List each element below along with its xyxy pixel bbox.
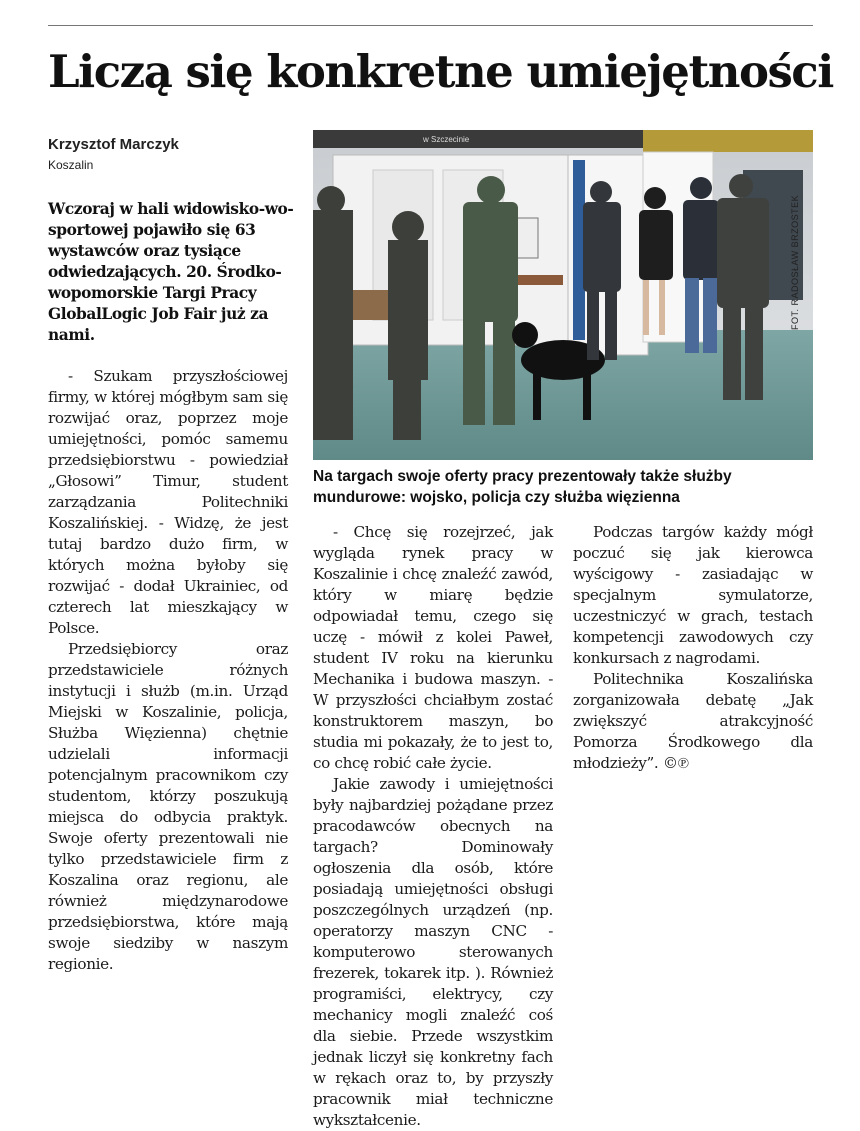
photo-caption: Na targach swoje oferty pracy prezentowały także służby mundurowe: wojsko, policja czy służba więzienna bbox=[313, 468, 732, 506]
lead-paragraph: Wczoraj w hali widowisko-wo-sportowej pojawiło się 63 wystawców oraz tysiące odwiedzających. 20. Środko-wopomorskie Targi Pracy GlobalLogic Job Fair już za nami. bbox=[48, 200, 294, 344]
text-column-2 bbox=[313, 522, 553, 1131]
photo-credit: FOT. RADOSŁAW BRZOSTEK bbox=[790, 194, 800, 330]
headline: Liczą się konkretne umiejętności bbox=[48, 45, 833, 98]
body-paragraph: - Chcę się rozejrzeć, jak wygląda rynek pracy w Koszalinie i chcę znaleźć zawód, który w miarę będzie odpowiadał temu, czego się uczę - mówił z kolei Paweł, student IV roku na kierunku Mechanika i budowa maszyn. - W przyszłości chciałbym zostać konstruktorem maszyn, bo studia mi pokazały, że to jest to, co chcę robić całe życie. bbox=[313, 523, 553, 772]
photo-illustration bbox=[313, 130, 813, 460]
author-name: Krzysztof Marczyk bbox=[48, 136, 179, 153]
body-paragraph: Politechnika Koszalińska zorganizowała debatę „Jak zwiększyć atrakcyjność Pomorza Środkowego dla młodzieży”. ©℗ bbox=[573, 670, 813, 772]
body-paragraph: - Szukam przyszłościowej firmy, w której mógłbym sam się rozwijać oraz, poprzez moje umiejętności, pomóc samemu przedsiębiorstwu - powiedział „Głosowi” Timur, student zarządzania Politechniki Koszalińskiej. - Widzę, że jest tutaj bardzo dużo firm, w których można byłoby się rozwijać - dodał Ukrainiec, od czterech lat mieszkający w Polsce. bbox=[48, 367, 288, 637]
body-paragraph: Podczas targów każdy mógł poczuć się jak kierowca wyścigowy - zasiadając w specjalnym symulatorze, uczestniczyć w grach, testach kompetencji zawodowych czy konkursach z nagrodami. bbox=[573, 523, 813, 667]
body-paragraph: Jakie zawody i umiejętności były najbardziej pożądane przez pracodawców obecnych na targach? Dominowały ogłoszenia dla osób, które posiadają umiejętności obsługi poszczególnych urządzeń (np. operatorzy maszyn CNC - komputerowo sterowanych frezerek, tokarek itp. ). Również programiści, elektrycy, czy mechanicy mogli znaleźć coś dla siebie. Przede wszystkim jednak liczył się konkretny fach w rękach oraz to, by przyszły pracownik miał techniczne wykształcenie. bbox=[313, 775, 553, 1129]
text-column-1 bbox=[48, 366, 288, 975]
article-photo bbox=[313, 130, 813, 460]
text-column-3 bbox=[573, 522, 813, 774]
body-paragraph: Przedsiębiorcy oraz przedstawiciele różnych instytucji i służb (m.in. Urząd Miejski w Koszalinie, policja, Służba Więzienna) chętnie udzielali informacji potencjalnym pracownikom czy studentom, którzy poszukują miejsca do odbycia praktyk. Swoje oferty prezentowali nie tylko przedstawiciele firm z Koszalina oraz regionu, ale również międzynarodowe przedsiębiorstwa, które mają swoje siedziby w naszym regionie. bbox=[48, 640, 288, 973]
dateline-location: Koszalin bbox=[48, 158, 94, 172]
photo-sign-szczecin: w Szczecinie bbox=[423, 135, 470, 144]
top-rule bbox=[48, 25, 813, 26]
